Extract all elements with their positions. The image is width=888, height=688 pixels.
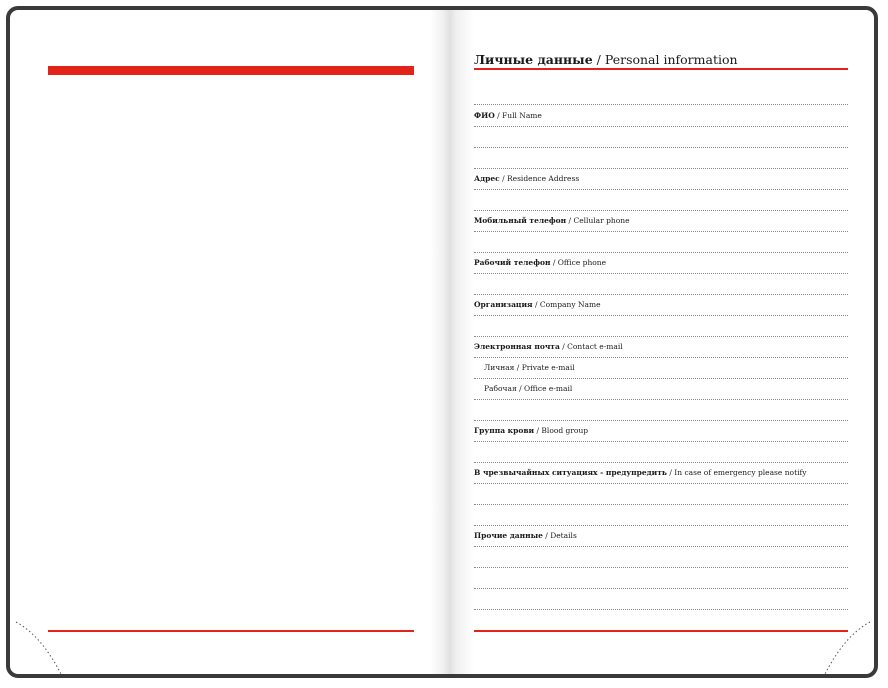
left-page — [10, 10, 442, 674]
footer-red-line — [48, 630, 414, 632]
writing-line[interactable] — [474, 336, 848, 337]
writing-line[interactable] — [474, 399, 848, 400]
header-red-bar — [48, 66, 414, 75]
field-label-ru: ФИО — [474, 111, 495, 120]
field-label-sep: / — [559, 342, 568, 351]
writing-line[interactable] — [474, 462, 848, 463]
field-label-ru: Рабочая — [484, 384, 517, 393]
field-label-ru: Адрес — [474, 174, 500, 183]
field-label-sep: / — [666, 468, 675, 477]
field-office-phone — [474, 258, 606, 267]
writing-line[interactable] — [474, 588, 848, 589]
field-label-ru: Группа крови — [474, 426, 535, 435]
title-red-line — [474, 68, 848, 70]
field-label-sep: / — [550, 258, 558, 267]
field-label-sep: / — [514, 363, 522, 372]
field-label-en: Full Name — [502, 111, 542, 120]
writing-line[interactable] — [474, 315, 848, 316]
writing-line[interactable] — [474, 126, 848, 127]
writing-line[interactable] — [474, 273, 848, 274]
field-label-en: Private e-mail — [521, 363, 575, 372]
writing-line[interactable] — [474, 609, 848, 610]
writing-line[interactable] — [474, 210, 848, 211]
field-label-ru: Организация — [474, 300, 533, 309]
field-label-en: Contact e-mail — [567, 342, 623, 351]
field-label-sep: / — [499, 174, 507, 183]
field-label-sep: / — [534, 426, 542, 435]
field-email — [474, 342, 623, 351]
field-full-name — [474, 111, 542, 120]
writing-line[interactable] — [474, 104, 848, 105]
writing-line[interactable] — [474, 168, 848, 169]
writing-line[interactable] — [474, 441, 848, 442]
writing-line[interactable] — [474, 420, 848, 421]
field-label-en: Company Name — [539, 300, 601, 309]
page-title — [474, 52, 738, 67]
field-label-en: Office e-mail — [524, 384, 573, 393]
field-label-en: Residence Address — [507, 174, 580, 183]
writing-line[interactable] — [474, 357, 848, 358]
title-separator: / — [592, 52, 605, 67]
field-label-sep: / — [532, 300, 540, 309]
right-page — [442, 10, 878, 674]
field-label-ru: В чрезвычайных ситуациях - предупредить — [474, 468, 667, 477]
writing-line[interactable] — [474, 525, 848, 526]
writing-line[interactable] — [474, 504, 848, 505]
field-label-ru: Прочие данные — [474, 531, 543, 540]
field-label-ru: Мобильный телефон — [474, 216, 567, 225]
writing-line[interactable] — [474, 231, 848, 232]
title-ru: Личные данные — [474, 52, 593, 67]
field-label-en: Details — [550, 531, 577, 540]
field-label-en: Office phone — [557, 258, 607, 267]
writing-line[interactable] — [474, 483, 848, 484]
field-label-sep: / — [494, 111, 503, 120]
field-emergency-contact — [474, 468, 807, 477]
field-label-sep: / — [516, 384, 525, 393]
field-details — [474, 531, 577, 540]
notebook-spread — [6, 6, 878, 678]
field-label-sep: / — [542, 531, 551, 540]
footer-red-line — [474, 630, 848, 632]
field-label-en: Cellular phone — [573, 216, 630, 225]
writing-line[interactable] — [474, 189, 848, 190]
field-label-ru: Личная — [484, 363, 515, 372]
field-blood-group — [474, 426, 588, 435]
writing-line[interactable] — [474, 546, 848, 547]
field-mobile-phone — [474, 216, 630, 225]
corner-stitch-left — [12, 618, 72, 678]
field-label-en: Blood group — [541, 426, 589, 435]
field-label-en: In case of emergency please notify — [674, 468, 807, 477]
writing-line[interactable] — [474, 147, 848, 148]
field-label-sep: / — [566, 216, 574, 225]
field-label-ru: Электронная почта — [474, 342, 560, 351]
writing-line[interactable] — [474, 252, 848, 253]
field-address — [474, 174, 579, 183]
field-company — [474, 300, 601, 309]
title-en: Personal information — [604, 52, 738, 67]
field-email-office — [484, 384, 572, 393]
field-email-private — [484, 363, 575, 372]
writing-line[interactable] — [474, 567, 848, 568]
writing-line[interactable] — [474, 294, 848, 295]
field-label-ru: Рабочий телефон — [474, 258, 551, 267]
writing-line[interactable] — [474, 378, 848, 379]
corner-stitch-right — [814, 618, 874, 678]
